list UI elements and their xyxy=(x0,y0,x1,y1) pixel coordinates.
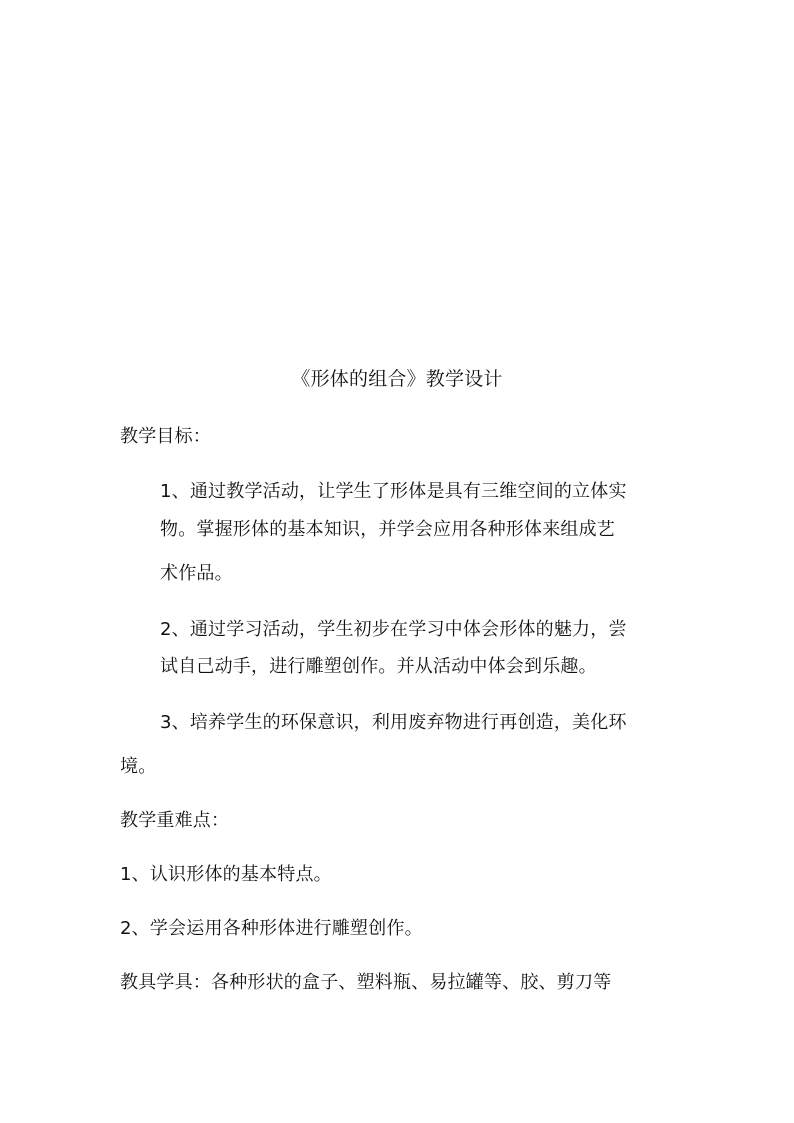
objective-3-line-1: 3、培养学生的环保意识，利用废弃物进行再创造，美化环 xyxy=(160,712,627,733)
objective-1-line-1: 1、通过教学活动，让学生了形体是具有三维空间的立体实 xyxy=(160,481,627,502)
objective-1-line-3: 术作品。 xyxy=(160,563,233,584)
objective-2-line-1: 2、通过学习活动，学生初步在学习中体会形体的魅力，尝 xyxy=(160,619,627,640)
key-points-heading: 教学重难点： xyxy=(120,810,230,831)
key-point-2: 2、学会运用各种形体进行雕塑创作。 xyxy=(120,918,423,939)
objectives-heading: 教学目标： xyxy=(120,426,211,447)
objective-3-line-2: 境。 xyxy=(120,756,157,777)
materials-line: 教具学具：各种形状的盒子、塑料瓶、易拉罐等、胶、剪刀等 xyxy=(120,972,612,993)
objective-1-line-2: 物。掌握形体的基本知识，并学会应用各种形体来组成艺 xyxy=(160,519,615,540)
document-title: 《形体的组合》教学设计 xyxy=(291,368,503,390)
objective-2-line-2: 试自己动手，进行雕塑创作。并从活动中体会到乐趣。 xyxy=(160,656,597,677)
key-point-1: 1、认识形体的基本特点。 xyxy=(120,864,332,885)
